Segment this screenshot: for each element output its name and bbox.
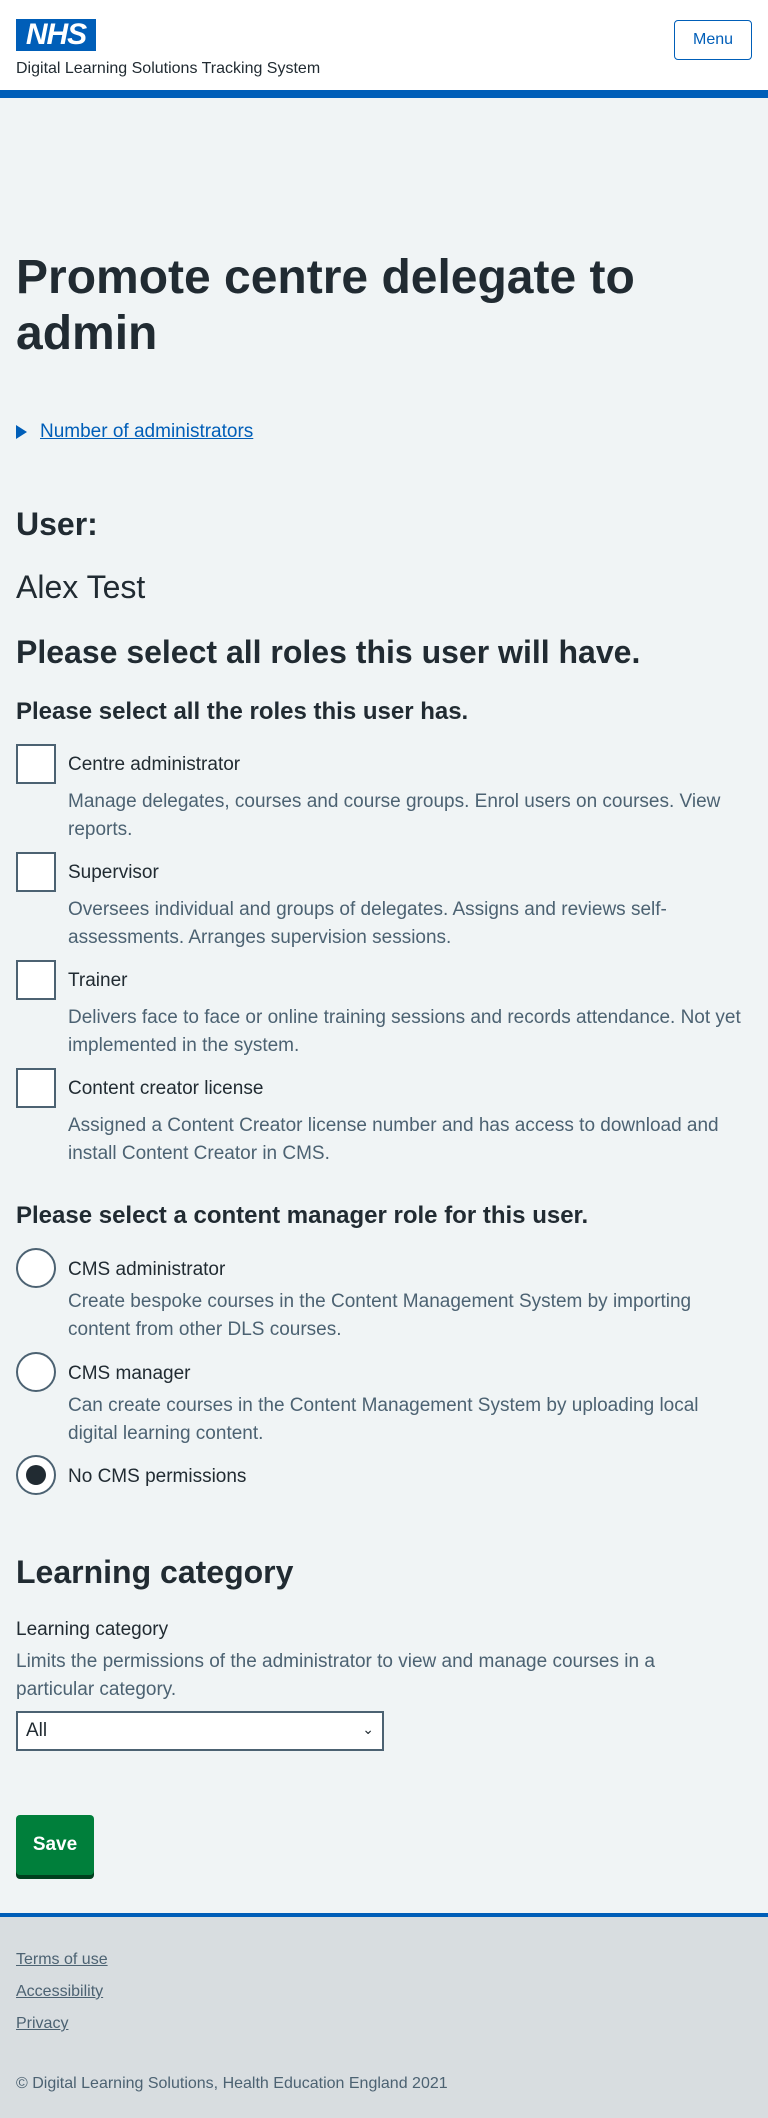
radio-no-cms-permissions[interactable]: [16, 1455, 56, 1495]
save-button[interactable]: Save: [16, 1815, 94, 1875]
service-name[interactable]: Digital Learning Solutions Tracking System: [16, 60, 321, 77]
learning-category-select[interactable]: [16, 1711, 384, 1751]
copyright-text: © Digital Learning Solutions, Health Education England 2021: [16, 2075, 448, 2092]
checkbox-label-centre-administrator[interactable]: Centre administrator: [68, 754, 241, 775]
details-summary-link[interactable]: Number of administrators: [40, 421, 254, 442]
page-title: Promote centre delegate to admin: [16, 251, 635, 360]
checkbox-hint-trainer: Delivers face to face or online training sessions and records attendance. Not yet implemented in the system.: [68, 1007, 741, 1056]
roles-legend: Please select all the roles this user has.: [16, 698, 469, 725]
checkbox-content-creator-license[interactable]: [16, 1068, 56, 1108]
number-of-administrators-details[interactable]: [16, 421, 253, 443]
radio-label-cms-administrator[interactable]: CMS administrator: [68, 1259, 226, 1280]
chevron-down-icon: ⌄: [362, 1721, 374, 1737]
radio-hint-cms-administrator: Create bespoke courses in the Content Management System by importing content from other DLS courses.: [68, 1291, 692, 1340]
checkbox-centre-administrator[interactable]: [16, 744, 56, 784]
learning-category-label: Learning category: [16, 1619, 169, 1640]
learning-category-hint: Limits the permissions of the administrator to view and manage courses in a particular category.: [16, 1651, 655, 1700]
footer-link-privacy[interactable]: Privacy: [16, 2015, 69, 2032]
checkbox-hint-centre-administrator: Manage delegates, courses and course groups. Enrol users on courses. View reports.: [68, 791, 721, 840]
checkbox-trainer[interactable]: [16, 960, 56, 1000]
radio-selected-dot: [26, 1465, 46, 1485]
radio-hint-cms-manager: Can create courses in the Content Management System by uploading local digital learning content.: [68, 1395, 699, 1444]
roles-heading: Please select all roles this user will have.: [16, 634, 641, 670]
checkbox-hint-content-creator-license: Assigned a Content Creator license number and has access to download and install Content Creator in CMS.: [68, 1115, 719, 1164]
radio-cms-manager[interactable]: [16, 1352, 56, 1392]
cms-legend: Please select a content manager role for this user.: [16, 1202, 589, 1229]
checkbox-label-content-creator-license[interactable]: Content creator license: [68, 1078, 264, 1099]
user-name: Alex Test: [16, 569, 146, 605]
checkbox-hint-supervisor: Oversees individual and groups of delegates. Assigns and reviews self-assessments. Arranges supervision sessions.: [68, 899, 667, 948]
site-footer: [0, 1913, 768, 2118]
radio-label-no-cms-permissions[interactable]: No CMS permissions: [68, 1466, 247, 1487]
site-header: [0, 0, 768, 98]
checkbox-label-trainer[interactable]: Trainer: [68, 970, 128, 991]
learning-category-heading: Learning category: [16, 1554, 294, 1590]
radio-cms-administrator[interactable]: [16, 1248, 56, 1288]
checkbox-label-supervisor[interactable]: Supervisor: [68, 862, 159, 883]
nhs-logo[interactable]: NHS: [16, 19, 96, 51]
checkbox-supervisor[interactable]: [16, 852, 56, 892]
expand-triangle-icon: [16, 425, 27, 439]
radio-label-cms-manager[interactable]: CMS manager: [68, 1363, 191, 1384]
footer-link-terms-of-use[interactable]: Terms of use: [16, 1951, 108, 1968]
footer-link-accessibility[interactable]: Accessibility: [16, 1983, 104, 2000]
learning-category-selected-value: All: [26, 1720, 48, 1741]
user-label: User:: [16, 506, 98, 542]
menu-button[interactable]: Menu: [674, 20, 752, 60]
